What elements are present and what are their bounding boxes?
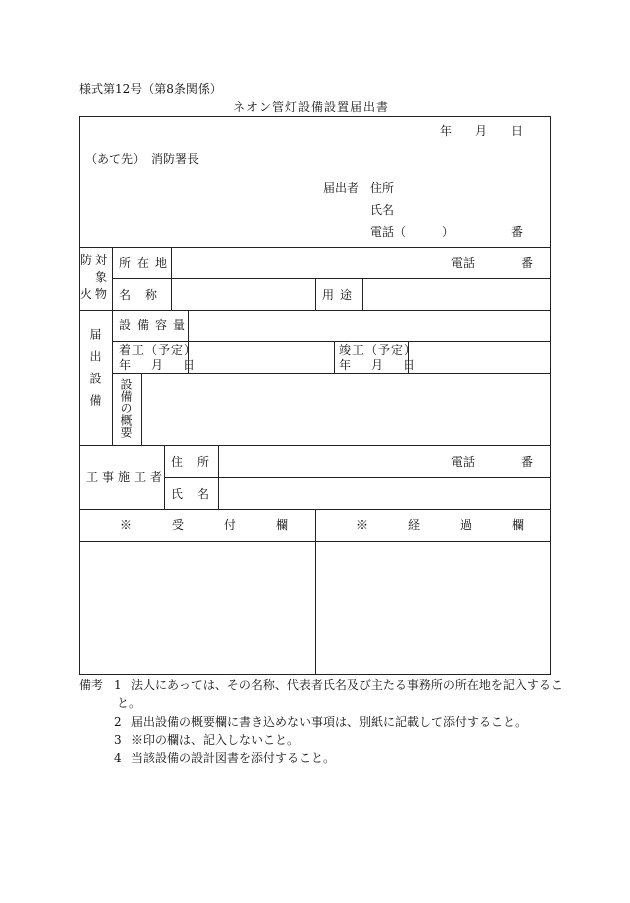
equipment-start-label: 着工（予定） [119,343,198,357]
note-4-text: 当該設備の設計図書を添付すること。 [131,751,336,765]
equipment-end-label: 竣工（予定） [339,343,418,357]
equipment-end-date: 年 月 日 [339,358,420,372]
note-1-num: 1 [114,678,122,692]
notifier-address-label: 住所 [370,181,395,195]
equipment-start-date: 年 月 日 [119,358,200,372]
contractor-phone-label: 電話 [451,455,476,469]
contractor-phone-ban: 番 [521,455,534,469]
target-location-label: 所在地 [119,256,174,270]
target-phone-ban: 番 [521,256,534,270]
notes-label: 備考 [79,678,104,692]
note-2-num: 2 [114,715,122,729]
contractor-address-label: 住所 [171,455,224,469]
note-3-text: ※印の欄は、記入しないこと。 [131,733,300,747]
note-2-text: 届出設備の概要欄に書き込めない事項は、別紙に記載して添付すること。 [131,715,528,729]
contractor-label: 工事施工者 [86,470,167,484]
target-use-label: 用途 [322,288,359,302]
document-title: ネオン管灯設備設置届出書 [233,100,390,114]
target-side-label: 防 対 象 火 物 [80,253,108,301]
note-4-num: 4 [114,751,122,765]
progress-label: ※ 経 過 欄 [356,518,539,532]
notifier-phone-label: 電話（ ） [370,225,455,239]
equipment-side-label: 届出設備 [88,328,102,416]
notifier-ban: 番 [511,225,524,239]
equipment-summary-label: 設備の概要 [119,378,133,438]
target-name-label: 名称 [119,288,172,302]
contractor-name-label: 氏名 [171,487,224,501]
note-1-text: 法人にあっては、その名称、代表者氏名及び主たる事務所の所在地を記入するこ [131,678,563,692]
notifier-name-label: 氏名 [370,203,395,217]
notifier-label: 届出者 [323,181,360,195]
addressee: （あて先） 消防署長 [85,152,200,166]
date-day: 日 [511,124,524,138]
reception-label: ※ 受 付 欄 [120,518,303,532]
date-year: 年 [440,124,453,138]
note-1-cont: と。 [117,696,142,710]
date-month: 月 [475,124,488,138]
note-3-num: 3 [114,733,122,747]
form-number-label: 様式第12号（第8条関係） [79,82,222,96]
equipment-capacity-label: 設備容量 [119,318,192,332]
target-phone-label: 電話 [451,256,476,270]
